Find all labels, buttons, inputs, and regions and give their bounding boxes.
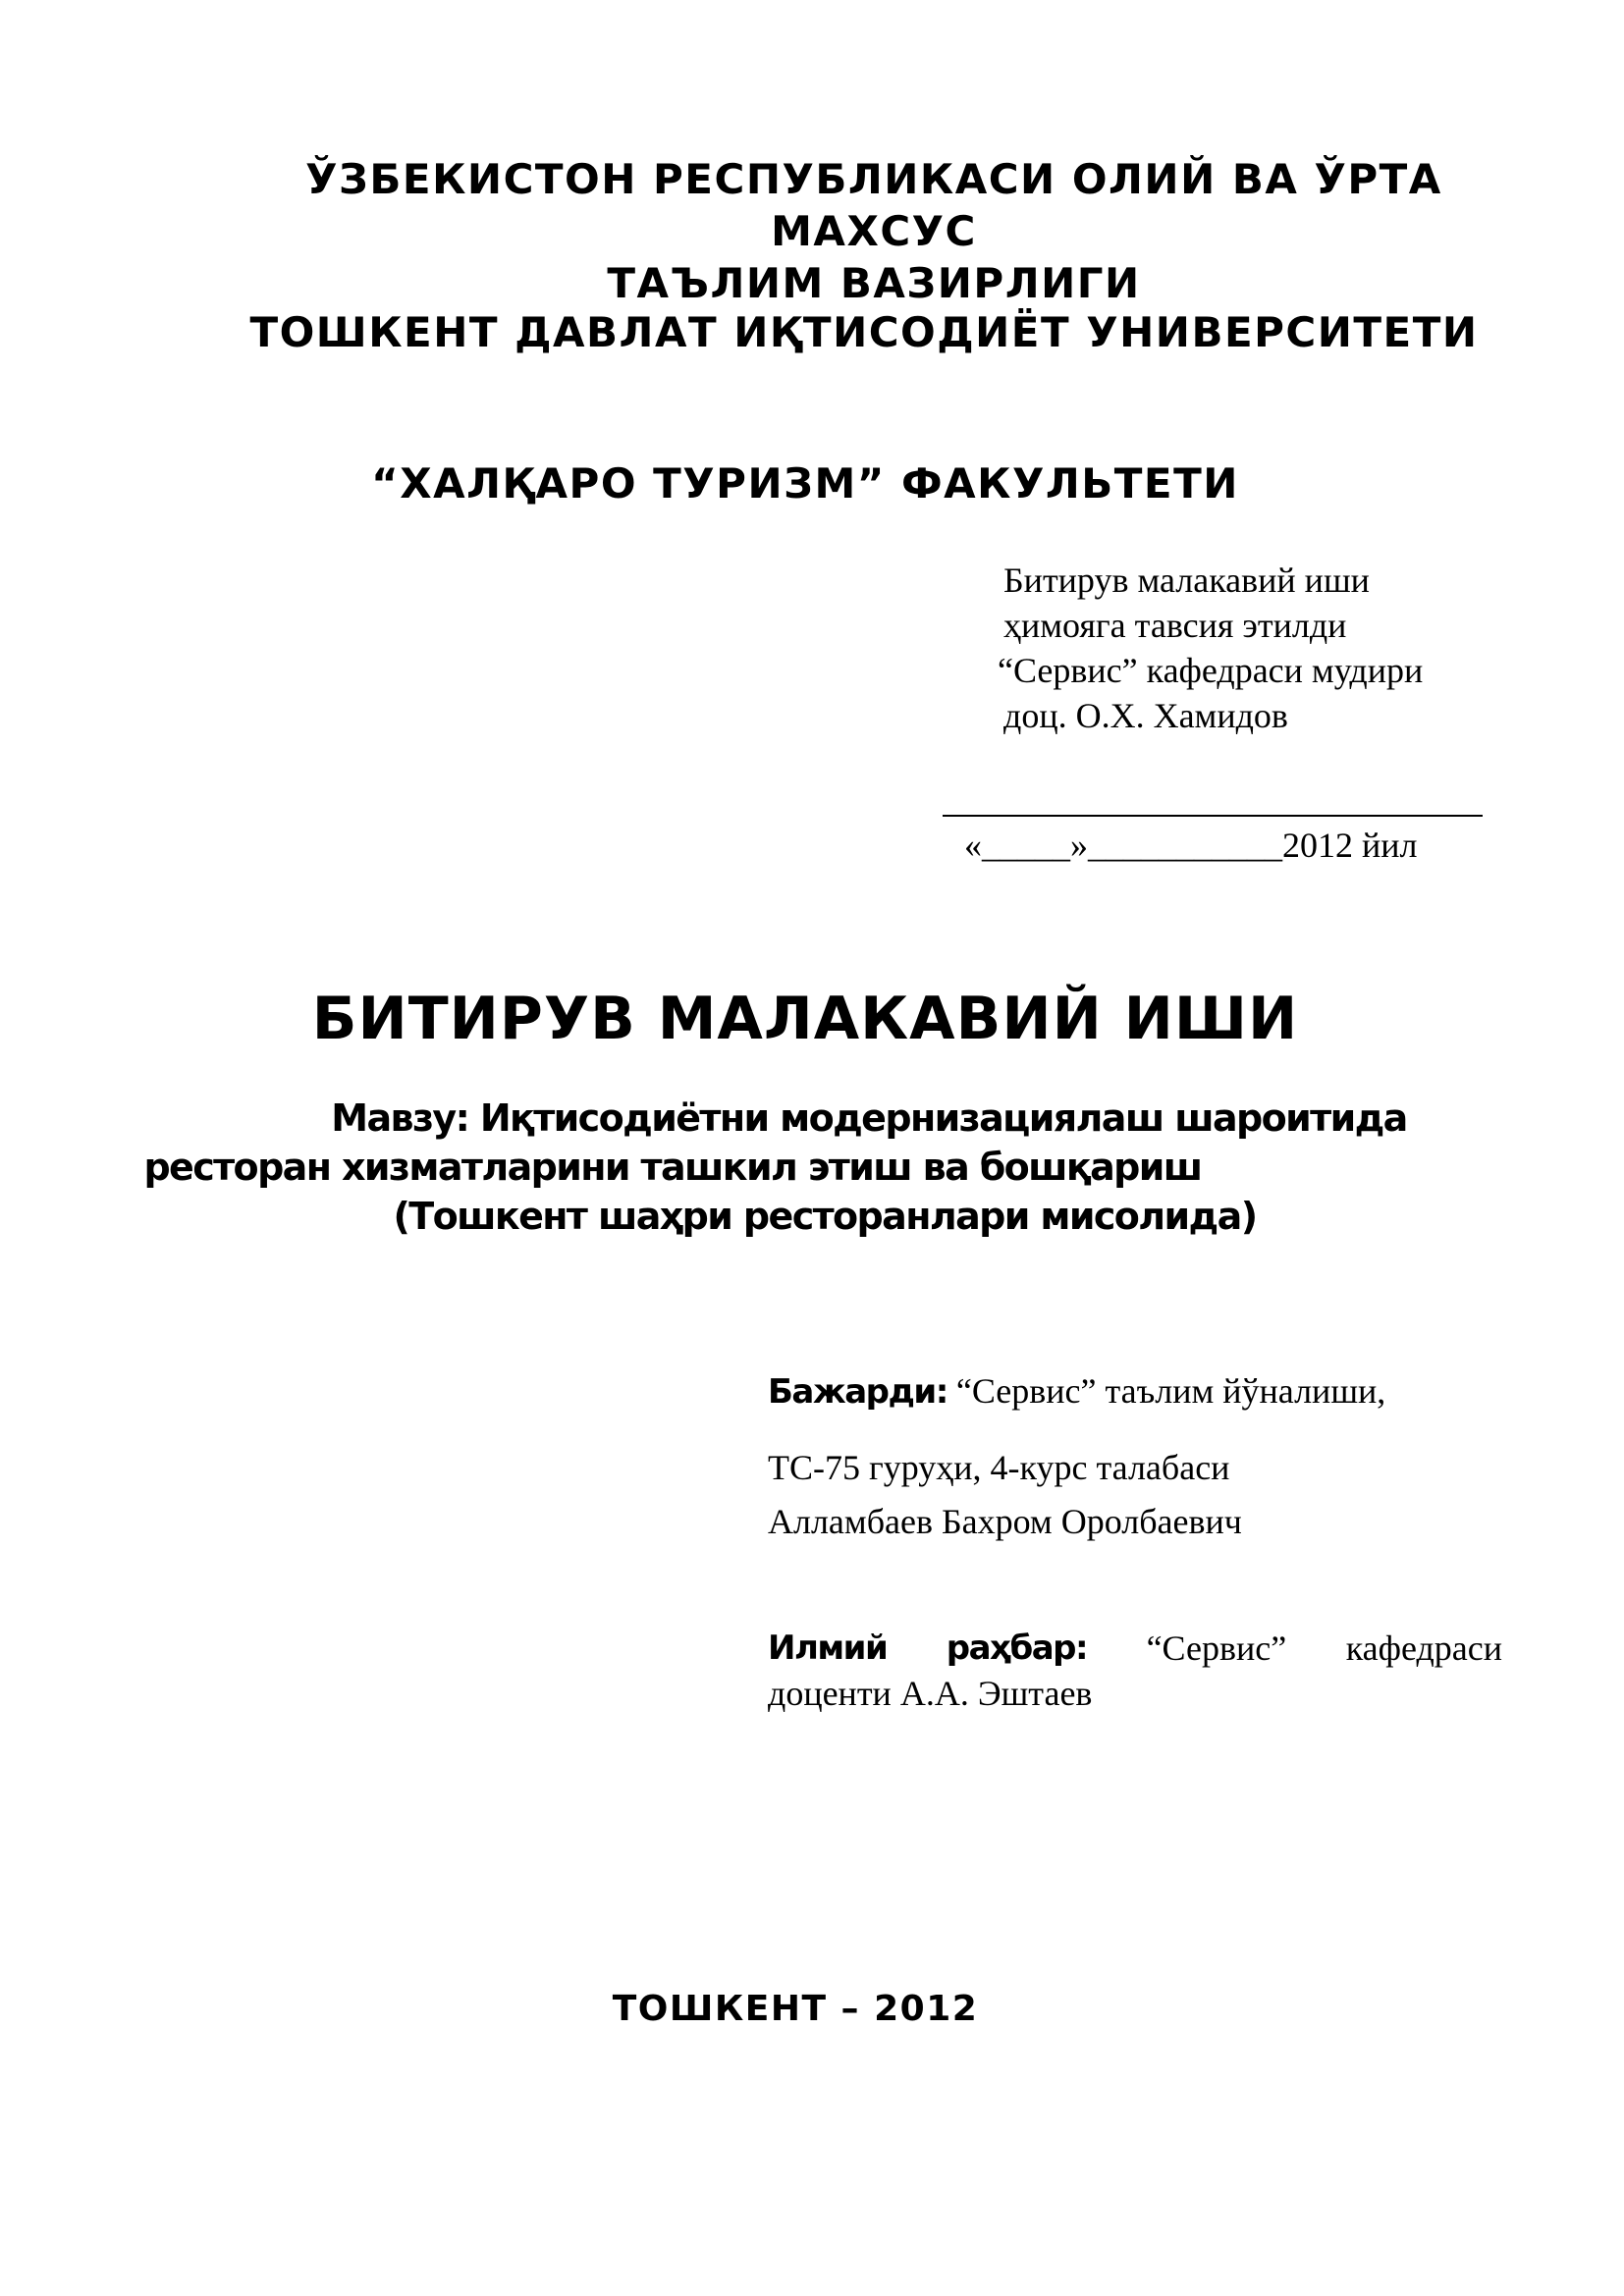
approval-line-4: доц. О.Х. Хамидов	[1003, 696, 1288, 735]
ministry-heading	[216, 153, 1532, 309]
ministry-line-2: ТАЪЛИМ ВАЗИРЛИГИ	[607, 259, 1141, 307]
performed-row	[768, 1368, 1514, 1415]
document-title: БИТИРУВ МАЛАКАВИЙ ИШИ	[311, 985, 1299, 1053]
advisor-label-word-2: раҳбар:	[946, 1629, 1088, 1668]
topic-line-2: ресторан хизматларини ташкил этиш ва бошқариш	[143, 1146, 1202, 1189]
topic-line-3: (Тошкент шаҳри ресторанлари мисолида)	[393, 1195, 1257, 1238]
topic-block	[143, 1094, 1502, 1241]
approval-date-line: «_____»___________2012 йил	[964, 826, 1418, 865]
student-name: Алламбаев Бахром Оролбаевич	[768, 1502, 1242, 1541]
performed-program: “Сервис” таълим йўналиши,	[947, 1371, 1386, 1411]
performed-block	[768, 1368, 1514, 1415]
advisor-department: “Сервис”	[1146, 1629, 1287, 1668]
faculty-heading: “ХАЛҚАРО ТУРИЗМ” ФАКУЛЬТЕТИ	[371, 459, 1239, 507]
performed-label: Бажарди:	[768, 1372, 947, 1412]
city-year: ТОШКЕНТ – 2012	[612, 1989, 979, 2029]
advisor-row	[768, 1626, 1502, 1671]
ministry-line-1: ЎЗБЕКИСТОН РЕСПУБЛИКАСИ ОЛИЙ ВА ЎРТА МАХСУС	[305, 155, 1442, 255]
advisor-department-word: кафедраси	[1345, 1629, 1502, 1668]
topic-line-1: Мавзу: Иқтисодиётни модернизациялаш шароитида	[331, 1096, 1407, 1140]
student-group: ТС-75 гуруҳи, 4-курс талабаси	[768, 1448, 1230, 1487]
signature-line	[943, 815, 1483, 817]
approval-block	[998, 558, 1553, 738]
approval-line-2: ҳимояга тавсия этилди	[1003, 606, 1347, 645]
approval-line-3: “Сервис” кафедраси мудири	[998, 651, 1424, 690]
advisor-name: доценти А.А. Эштаев	[768, 1674, 1093, 1713]
university-heading: ТОШКЕНТ ДАВЛАТ ИҚТИСОДИЁТ УНИВЕРСИТЕТИ	[249, 308, 1479, 356]
advisor-block	[768, 1626, 1502, 1716]
approval-line-1: Битирув малакавий иши	[1003, 561, 1370, 600]
advisor-label-word-1: Илмий	[768, 1629, 888, 1668]
